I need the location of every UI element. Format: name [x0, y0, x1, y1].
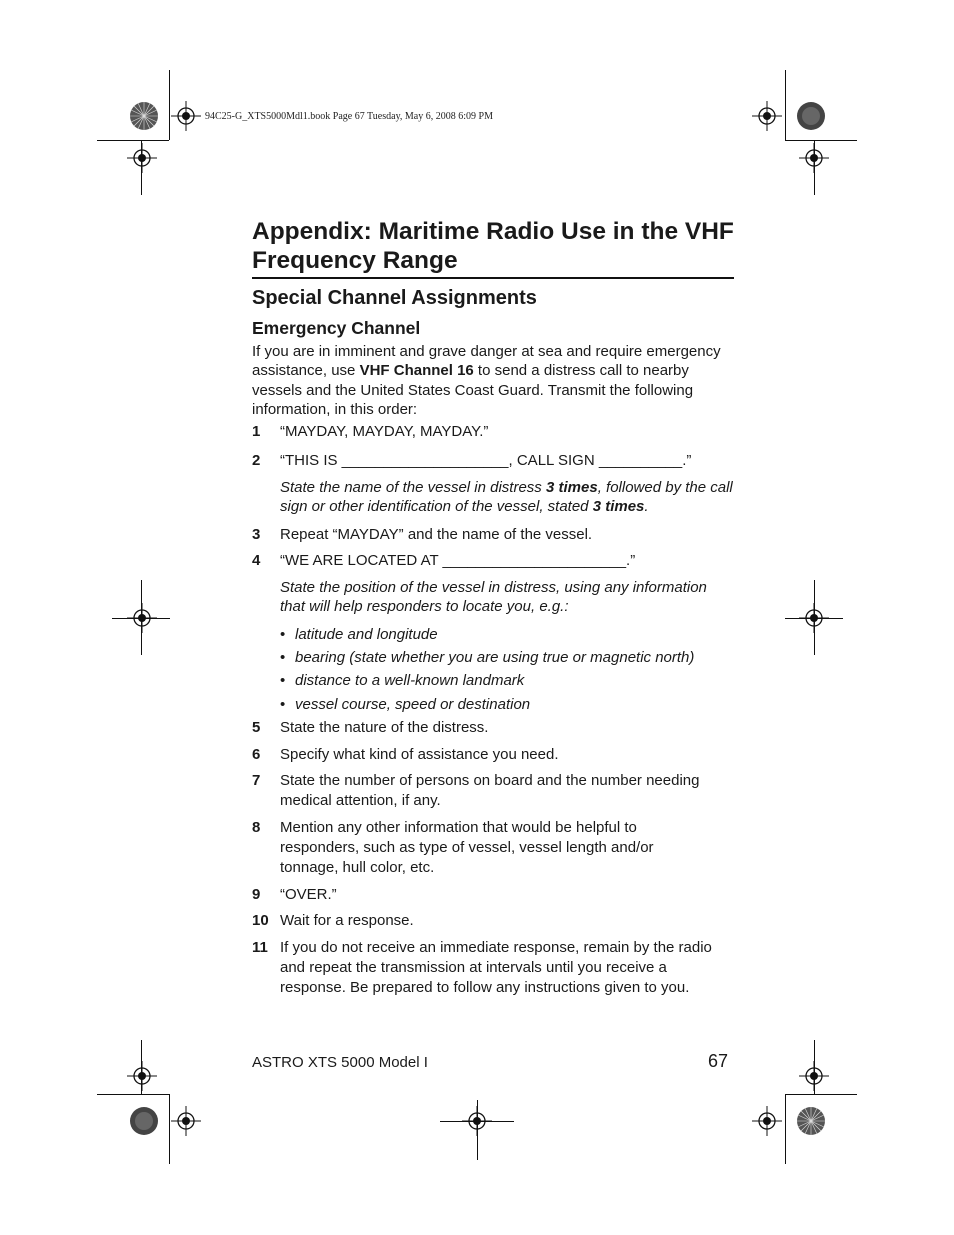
print-header: 94C25-G_XTS5000Mdl1.book Page 67 Tuesday, May 6, 2008 6:09 PM	[205, 111, 493, 122]
bullet-marker: •	[280, 672, 286, 689]
crop-mark	[785, 1094, 857, 1095]
step-note: State the position of the vessel in distress, using any information that will help responders to locate you, e.g.:	[280, 579, 707, 615]
bullet-text: bearing (state whether you are using true or magnetic north)	[295, 649, 695, 666]
registration-mark-icon	[127, 1061, 157, 1091]
color-rosette-icon	[796, 1106, 826, 1136]
note-bold: 3 times	[592, 497, 645, 515]
step-text: Repeat “MAYDAY” and the name of the vessel.	[280, 526, 593, 543]
step-number: 2	[252, 452, 261, 469]
intro-text: If you are in imminent and grave danger at sea and require emergency assistance, use	[252, 343, 721, 380]
crop-mark	[112, 618, 170, 619]
step-text: “THIS IS ____________________, CALL SIGN __________.”	[280, 452, 692, 469]
note-text: State the name of the vessel in distress	[280, 479, 546, 496]
section-heading: Special Channel Assignments	[252, 287, 537, 309]
color-rosette-icon	[796, 101, 826, 131]
subsection-heading: Emergency Channel	[252, 318, 421, 338]
step-number: 3	[252, 526, 261, 543]
bullet-text: latitude and longitude	[295, 626, 438, 643]
step-note	[280, 479, 735, 516]
crop-mark	[141, 140, 142, 195]
bullet-marker: •	[280, 626, 286, 643]
registration-mark-icon	[127, 143, 157, 173]
registration-mark-icon	[752, 1106, 782, 1136]
bullet-text: distance to a well-known landmark	[295, 672, 525, 689]
step-text: Wait for a response.	[280, 912, 414, 929]
crop-mark	[97, 1094, 169, 1095]
color-rosette-icon	[129, 101, 159, 131]
crop-mark	[785, 70, 786, 140]
step-text: “MAYDAY, MAYDAY, MAYDAY.”	[280, 423, 489, 440]
intro-bold: VHF Channel 16	[359, 362, 474, 380]
step-number: 11	[252, 939, 268, 956]
step-text: State the number of persons on board and the number needing medical attention, if any.	[280, 772, 700, 809]
crop-mark	[785, 140, 857, 141]
registration-mark-icon	[799, 1061, 829, 1091]
page-title: Appendix: Maritime Radio Use in the VHF Frequency Range	[252, 218, 734, 274]
registration-mark-icon	[171, 101, 201, 131]
step-number: 8	[252, 819, 261, 836]
step-number: 6	[252, 746, 261, 763]
step-text: If you do not receive an immediate response, remain by the radio and repeat the transmission at intervals until you receive a response. Be prepared to follow any instructions given to you.	[280, 939, 712, 996]
step-text: “WE ARE LOCATED AT ______________________.”	[280, 552, 636, 569]
registration-mark-icon	[752, 101, 782, 131]
step-number: 1	[252, 423, 261, 440]
crop-mark	[169, 70, 170, 140]
bullet-marker: •	[280, 649, 286, 666]
color-rosette-icon	[129, 1106, 159, 1136]
footer-model: ASTRO XTS 5000 Model I	[252, 1054, 428, 1071]
crop-mark	[814, 140, 815, 195]
intro-text: to send a distress call to nearby vessels and the United States Coast Guard. Transmit the following information, in this order:	[252, 362, 694, 418]
step-number: 5	[252, 719, 261, 736]
step-number: 10	[252, 912, 269, 929]
crop-mark	[169, 1094, 170, 1164]
note-bold: 3 times	[545, 479, 598, 496]
crop-mark	[477, 1100, 478, 1160]
crop-mark	[785, 618, 843, 619]
registration-mark-icon	[171, 1106, 201, 1136]
title-divider	[252, 277, 734, 279]
step-number: 9	[252, 886, 261, 903]
crop-mark	[785, 1094, 786, 1164]
bullet-marker: •	[280, 696, 286, 713]
crop-mark	[97, 140, 169, 141]
step-text: Mention any other information that would be helpful to responders, such as type of vessel, vessel length and/or tonnage, hull color, etc.	[280, 819, 654, 876]
page-number: 67	[708, 1051, 729, 1071]
step-text: Specify what kind of assistance you need.	[280, 746, 559, 763]
bullet-text: vessel course, speed or destination	[295, 696, 531, 713]
note-text: .	[644, 497, 649, 515]
step-text: “OVER.”	[280, 886, 337, 903]
note-text: , followed by the call sign or other identification of the vessel, stated	[280, 479, 733, 515]
step-number: 7	[252, 772, 261, 789]
step-text: State the nature of the distress.	[280, 719, 489, 736]
step-number: 4	[252, 552, 261, 569]
intro-paragraph	[252, 342, 734, 419]
